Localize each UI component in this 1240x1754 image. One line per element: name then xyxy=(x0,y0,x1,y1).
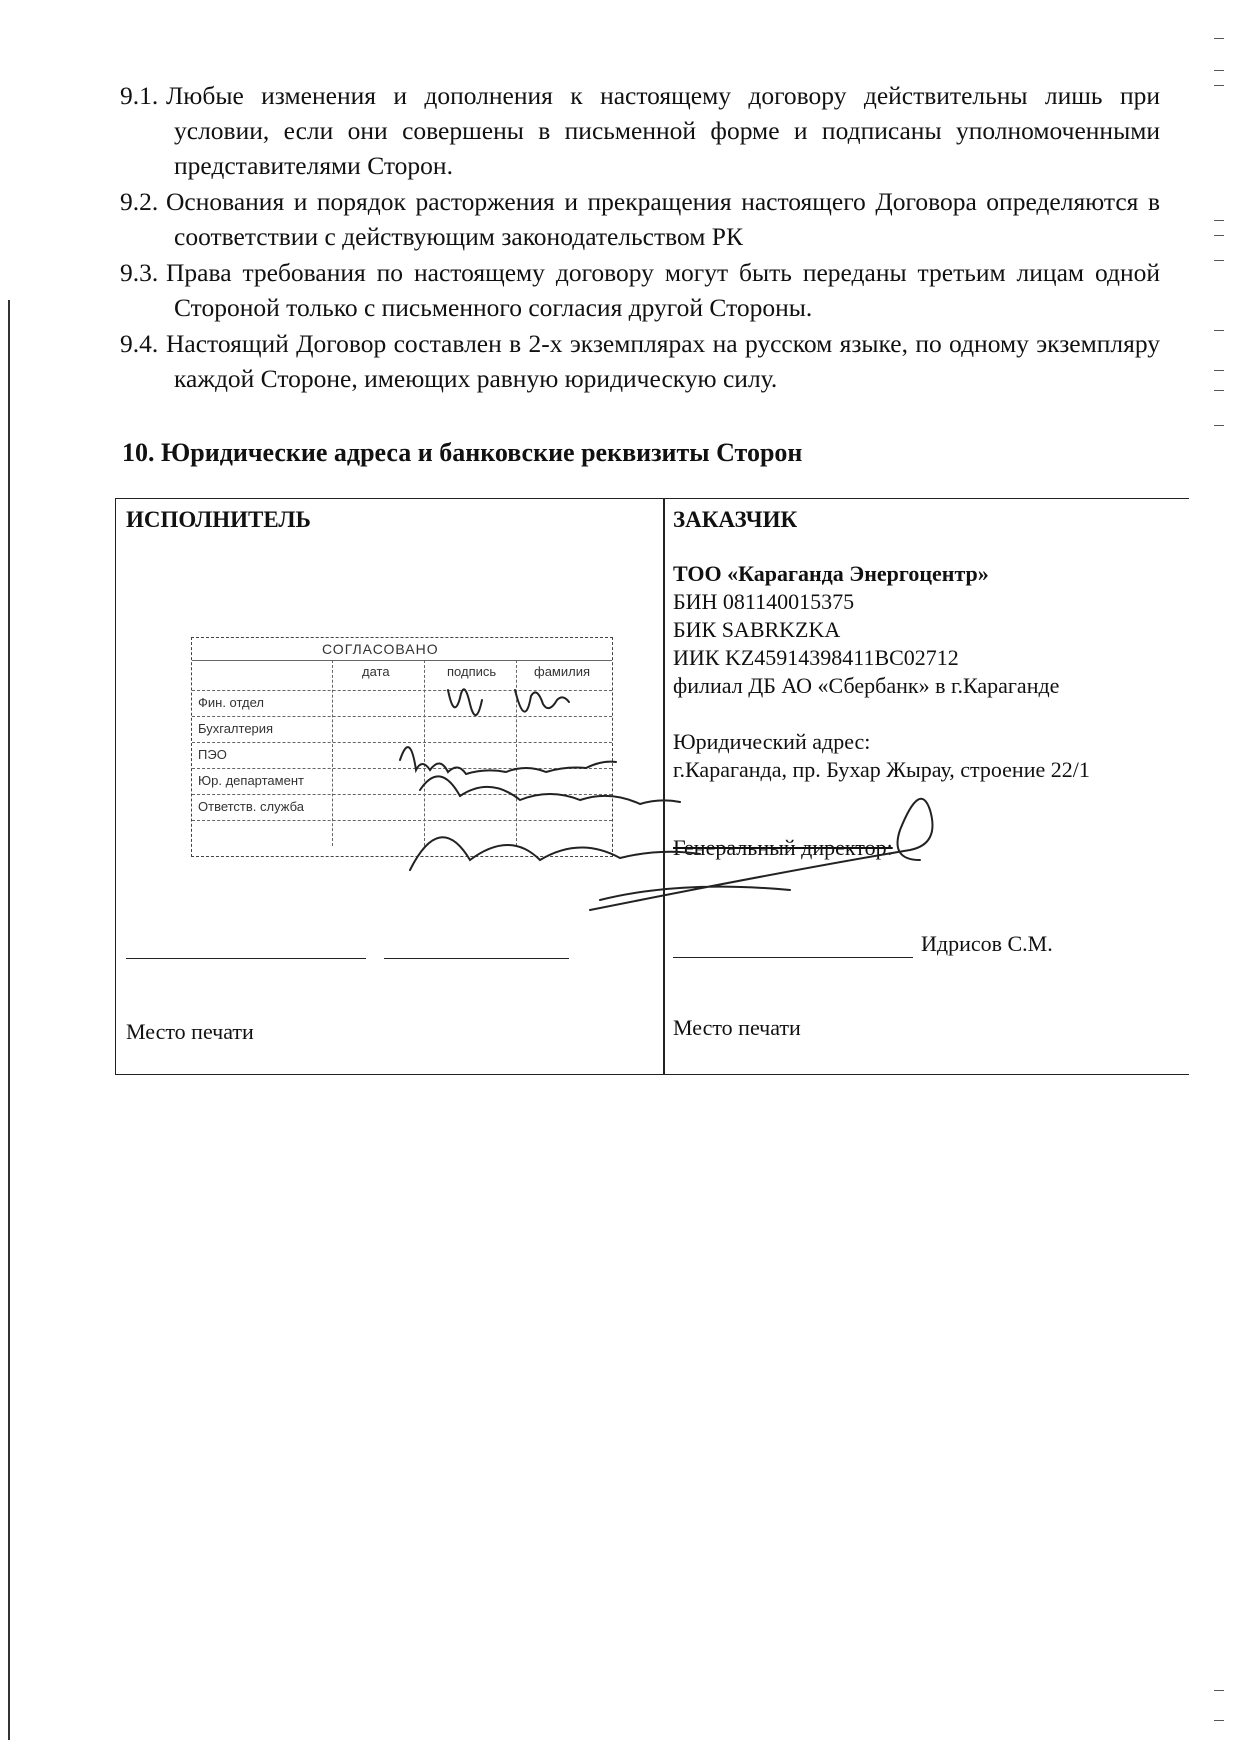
customer-header: ЗАКАЗЧИК xyxy=(673,507,798,532)
customer-signature-line xyxy=(673,957,913,958)
executor-signature-line xyxy=(126,958,366,959)
clause-text: Права требования по настоящему договору могут быть переданы третьим лицам одной Стороной только с письменного согласия другой Стороны. xyxy=(166,258,1160,322)
clause-text: Настоящий Договор составлен в 2-х экземплярах на русском языке, по одному экземпляру каждой Стороне, имеющих равную юридическую силу. xyxy=(166,329,1160,393)
executor-stamp-place: Место печати xyxy=(126,1019,254,1044)
clause-9-4 xyxy=(120,326,1160,396)
stamp-row: Юр. департамент xyxy=(192,768,612,795)
stamp-col-signature: подпись xyxy=(447,664,497,679)
stamp-row: Фин. отдел xyxy=(192,690,612,717)
clause-9-2 xyxy=(120,184,1160,254)
clause-text: Любые изменения и дополнения к настоящему договору действительны лишь при условии, если они совершены в письменной форме и подписаны уполномоченными представителями Сторон. xyxy=(166,81,1160,180)
executor-name-line xyxy=(384,958,569,959)
stamp-col-surname: фамилия xyxy=(534,664,591,679)
customer-address: г.Караганда, пр. Бухар Жырау, строение 22/1 xyxy=(673,757,1090,782)
approval-stamp-title: СОГЛАСОВАНО xyxy=(322,641,439,657)
clause-number: 9.1. xyxy=(120,81,159,110)
customer-iik: ИИК KZ45914398411BC02712 xyxy=(673,645,959,670)
clause-9-1 xyxy=(120,78,1160,183)
customer-address-label: Юридический адрес: xyxy=(673,729,871,754)
clause-number: 9.3. xyxy=(120,258,159,287)
customer-bin: БИН 081140015375 xyxy=(673,589,855,614)
stamp-row: Бухгалтерия xyxy=(192,716,612,743)
clause-9-3 xyxy=(120,255,1160,325)
terms-clauses xyxy=(120,78,1160,397)
customer-stamp-place: Место печати xyxy=(673,1015,801,1040)
executor-column xyxy=(126,499,646,1074)
executor-header: ИСПОЛНИТЕЛЬ xyxy=(126,507,311,532)
customer-bank: филиал ДБ АО «Сбербанк» в г.Караганде xyxy=(673,673,1060,698)
director-name: Идрисов С.М. xyxy=(921,931,1053,956)
section-title: 10. Юридические адреса и банковские реквизиты Сторон xyxy=(122,438,803,467)
approval-stamp xyxy=(191,637,613,857)
stamp-row: ПЭО xyxy=(192,742,612,769)
clause-text: Основания и порядок расторжения и прекращения настоящего Договора определяются в соответствии с действующим законодательством РК xyxy=(166,187,1160,251)
scan-margin-marks xyxy=(1214,30,1226,1730)
stamp-col-date: дата xyxy=(362,664,390,679)
scan-edge xyxy=(8,300,10,1740)
column-divider xyxy=(663,499,665,1074)
clause-number: 9.4. xyxy=(120,329,159,358)
customer-company: ТОО «Караганда Энергоцентр» xyxy=(673,561,989,586)
stamp-row: Ответств. служба xyxy=(192,794,612,821)
customer-column xyxy=(673,499,1183,1074)
clause-number: 9.2. xyxy=(120,187,159,216)
customer-bik: БИК SABRKZKA xyxy=(673,617,841,642)
director-title: Генеральный директор: xyxy=(673,835,893,860)
requisites-table xyxy=(115,498,1189,1075)
